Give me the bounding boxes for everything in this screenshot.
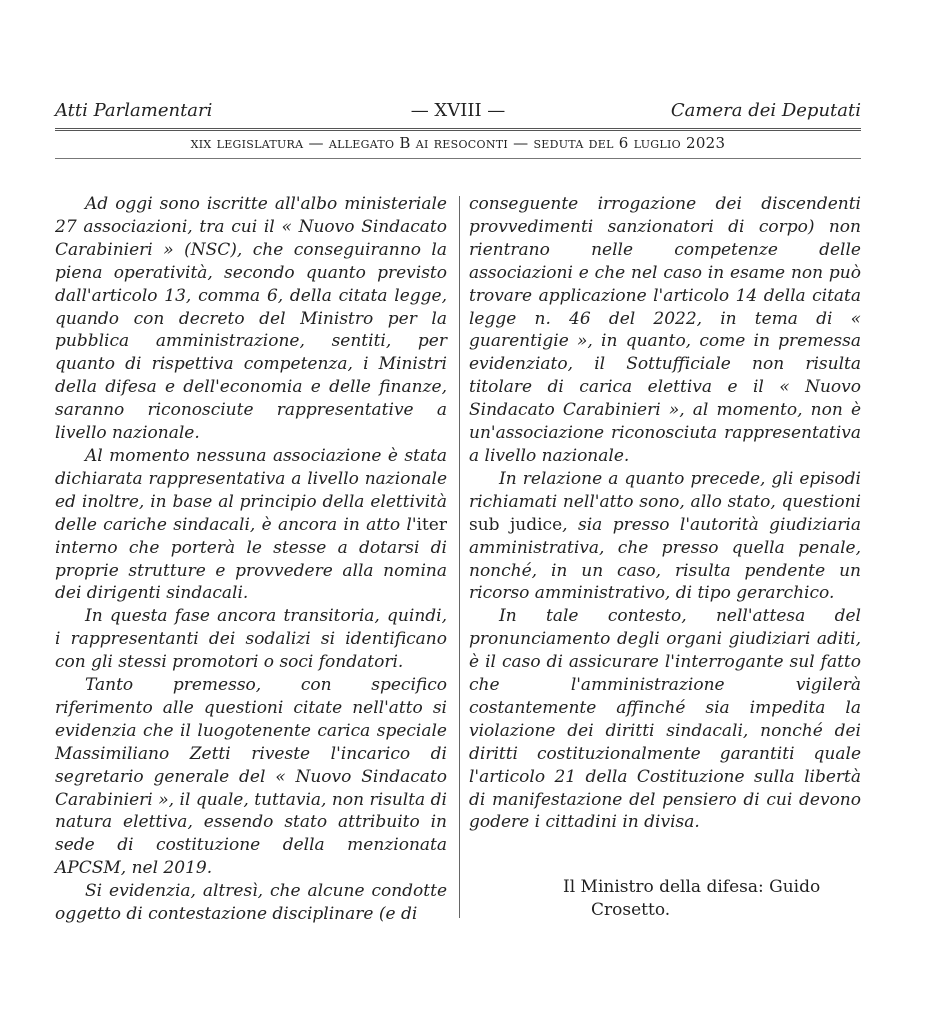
header-left-title: Atti Parlamentari: [55, 100, 213, 121]
subheader-resoconti: ai resoconti — seduta del: [410, 134, 619, 152]
header-right-title: Camera dei Deputati: [670, 100, 861, 121]
iter-term: iter: [416, 514, 447, 535]
left-p2-end: interno che porterà le stesse a dotarsi di proprie strutture e provvedere alla nomina dei dirigenti sindacali.: [55, 537, 447, 604]
subheader-month: luglio: [628, 134, 686, 152]
left-paragraph-2: [55, 445, 447, 605]
session-subheader: [55, 134, 861, 159]
page-number: — XVIII —: [410, 100, 506, 121]
subheader-allegato: B: [399, 134, 411, 152]
subheader-year: 2023: [686, 134, 726, 152]
right-paragraph-2: [469, 468, 861, 605]
minister-signature: [563, 876, 863, 922]
signature-line-2: Crosetto.: [591, 900, 671, 920]
left-paragraph-3: In questa fase ancora transitoria, quindi, i rappresentanti dei sodalizi si identificano con gli stessi promotori o soci fondatori.: [55, 606, 447, 673]
left-column: [55, 193, 447, 926]
signature-line-1: Il Ministro della difesa: Guido: [563, 877, 821, 897]
right-column: [469, 193, 861, 834]
left-p2-start: Al momento nessuna associazione è stata dichiarata rappresentativa a livello nazionale ed inoltre, in base al principio della elettività delle cariche sindacali, è ancora in atto l': [55, 445, 447, 535]
left-paragraph-1: Ad oggi sono iscritte all'albo ministeriale 27 associazioni, tra cui il « Nuovo Sindacato Carabinieri » (NSC), che conseguiranno la piena operatività, secondo quanto previsto dall'articolo 13, comma 6, della citata legge, quando con decreto del Ministro per la pubblica amministrazione, sentiti, per quanto di rispettiva competenza, i Ministri della difesa e dell'economia e delle finanze, saranno riconosciute rappresentative a livello nazionale.: [55, 194, 447, 444]
right-p2-start: In relazione a quanto precede, gli episodi richiamati nell'atto sono, allo stato, questioni: [469, 468, 861, 512]
left-paragraph-4: Tanto premesso, con specifico riferimento alle questioni citate nell'atto si evidenzia che il luogotenente carica speciale Massimiliano Zetti riveste l'incarico di segretario generale del « Nuovo Sindacato Carabinieri », il quale, tuttavia, non risulta di natura elettiva, essendo stato attribuito in sede di costituzione della menzionata APCSM, nel 2019.: [55, 675, 447, 879]
sub-judice-term: sub judice: [469, 514, 563, 535]
right-paragraph-3: In tale contesto, nell'attesa del pronunciamento degli organi giudiziari aditi, è il caso di assicurare l'interrogante sul fatto che l'amministrazione vigilerà costantemente affinché sia impedita la violazione dei diritti sindacali, nonché dei diritti costituzionalmente garantiti quale l'articolo 21 della Costituzione sulla libertà di manifestazione del pensiero di cui devono godere i cittadini in divisa.: [469, 606, 861, 833]
right-paragraph-1: conseguente irrogazione dei discendenti provvedimenti sanzionatori di corpo) non rientrano nelle competenze delle associazioni e che nel caso in esame non può trovare applicazione l'articolo 14 della citata legge n. 46 del 2022, in tema di « guarentigie », in quanto, come in premessa evidenziato, il Sottufficiale non risulta titolare di carica elettiva e il « Nuovo Sindacato Carabinieri », al momento, non è un'associazione riconosciuta rappresentativa a livello nazionale.: [469, 194, 861, 466]
subheader-day: 6: [618, 134, 629, 152]
page-header: [55, 100, 861, 131]
left-paragraph-5: Si evidenzia, altresì, che alcune condotte oggetto di contestazione disciplinare (e di: [55, 881, 447, 925]
subheader-legislature: xix legislatura — allegato: [190, 134, 400, 152]
column-divider: [459, 196, 460, 918]
right-p2-end: , sia presso l'autorità giudiziaria amministrativa, che presso quella penale, nonché, in un caso, risulta pendente un ricorso amministrativo, di tipo gerarchico.: [469, 514, 861, 604]
